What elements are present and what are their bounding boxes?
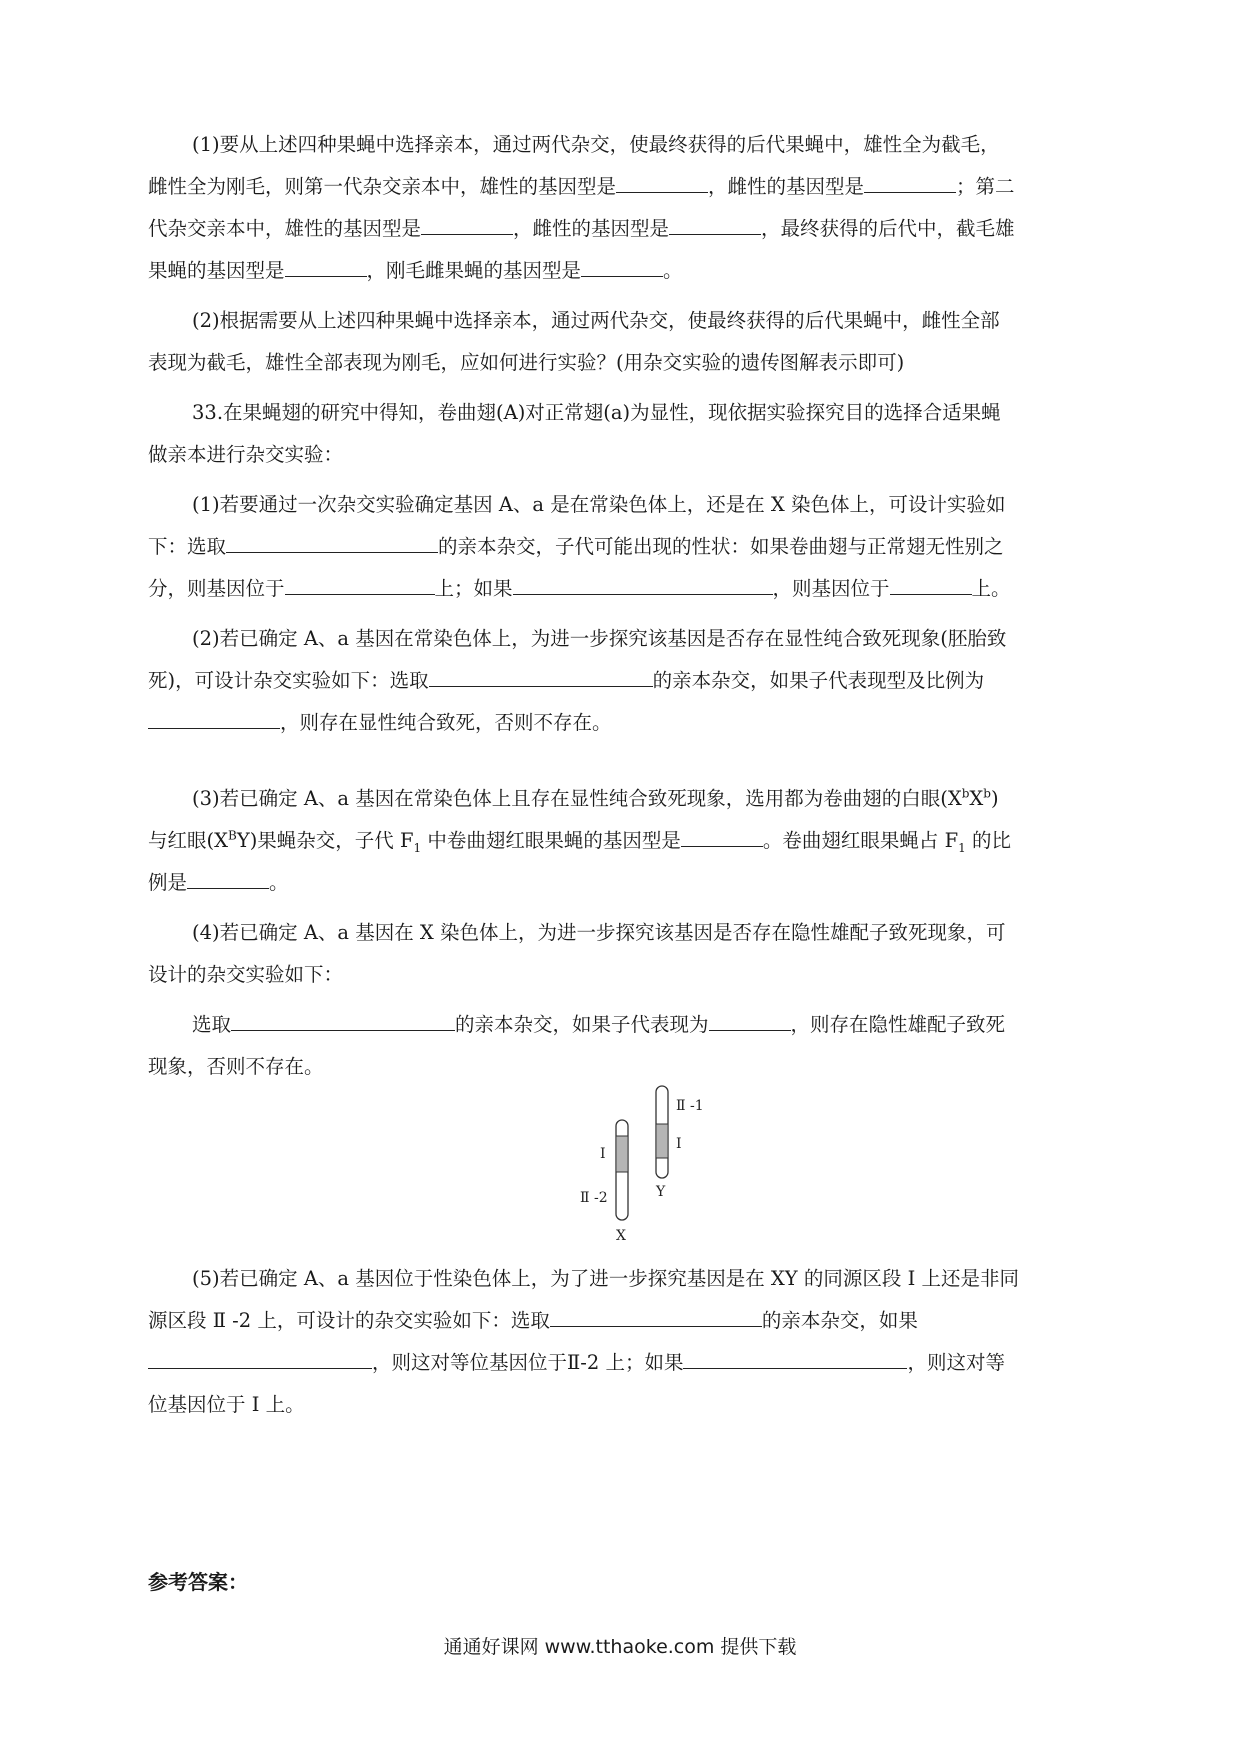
answer-blank[interactable] [148, 706, 280, 729]
sub-question-4-line-3: 选取 的亲本杂交，如果子代表现为 ，则存在隐性雄配子致死 [148, 1004, 1098, 1046]
sub-question-5-line-2: 源区段 Ⅱ -2 上，可设计的杂交实验如下：选取 的亲本杂交，如果 [148, 1300, 1098, 1342]
answer-blank[interactable] [669, 212, 761, 235]
sub-question-5-line-3: ，则这对等位基因位于Ⅱ-2 上；如果 ，则这对等 [148, 1342, 1098, 1384]
xy-chromosome-diagram [580, 1078, 720, 1248]
label-ii-2: Ⅱ -2 [580, 1190, 608, 1206]
sub-question-1-line-3: 分，则基因位于 上；如果 ，则基因位于 上。 [148, 568, 1098, 610]
x-homologous-segment [617, 1136, 627, 1172]
sub-question-2-line-1: (2)若已确定 A、a 基因在常染色体上，为进一步探究该基因是否存在显性纯合致死现象(胚胎致 [192, 627, 1007, 650]
answer-blank[interactable] [683, 1346, 907, 1369]
sub-question-3-line-3: 例是 。 [148, 862, 1098, 904]
y-homologous-segment [657, 1124, 667, 1158]
sub-question-5-line-4: 位基因位于 I 上。 [148, 1393, 305, 1416]
question-1-line-4: 果蝇的基因型是 ，刚毛雌果蝇的基因型是 。 [148, 250, 1098, 292]
answer-blank[interactable] [513, 572, 773, 595]
question-2-line-1: (2)根据需要从上述四种果蝇中选择亲本，通过两代杂交，使最终获得的后代果蝇中，雌性全部 [192, 309, 1000, 332]
answer-blank[interactable] [429, 664, 653, 687]
label-y: Y [656, 1184, 666, 1200]
label-i-x: Ⅰ [600, 1146, 606, 1162]
answer-heading: 参考答案： [148, 1570, 248, 1594]
answer-blank[interactable] [890, 572, 972, 595]
label-i-y: Ⅰ [676, 1136, 682, 1152]
sub-question-3-line-1: (3)若已确定 A、a 基因在常染色体上且存在显性纯合致死现象，选用都为卷曲翅的白眼$(X^bX^b)$ [192, 786, 999, 810]
label-x: X [616, 1228, 626, 1244]
answer-blank[interactable] [187, 866, 269, 889]
sub-question-4-line-2: 设计的杂交实验如下： [148, 963, 344, 986]
answer-blank[interactable] [864, 170, 956, 193]
answer-blank[interactable] [709, 1008, 791, 1031]
question-1-line-1: (1)要从上述四种果蝇中选择亲本，通过两代杂交，使最终获得的后代果蝇中，雄性全为截毛， [192, 133, 1000, 156]
answer-blank[interactable] [231, 1008, 455, 1031]
question-1-line-2: 雌性全为刚毛，则第一代杂交亲本中，雄性的基因型是 ，雌性的基因型是 ；第二 [148, 166, 1098, 208]
answer-blank[interactable] [148, 1346, 372, 1369]
sub-question-2-line-2: 死)，可设计杂交实验如下：选取 的亲本杂交，如果子代表现型及比例为 [148, 660, 1098, 702]
sub-question-4-line-1: (4)若已确定 A、a 基因在 X 染色体上，为进一步探究该基因是否存在隐性雄配子致死现象，可 [192, 921, 1006, 944]
sub-question-1-line-2: 下：选取 的亲本杂交，子代可能出现的性状：如果卷曲翅与正常翅无性别之 [148, 526, 1098, 568]
answer-blank[interactable] [421, 212, 513, 235]
answer-blank[interactable] [285, 572, 435, 595]
question-1-line-3: 代杂交亲本中，雄性的基因型是 ，雌性的基因型是 ，最终获得的后代中，截毛雄 [148, 208, 1098, 250]
question-33-line-2: 做亲本进行杂交实验： [148, 443, 344, 466]
question-2-line-2: 表现为截毛，雄性全部表现为刚毛，应如何进行实验？(用杂交实验的遗传图解表示即可) [148, 351, 905, 374]
sub-question-4-line-4: 现象，否则不存在。 [148, 1055, 324, 1078]
sub-question-3-line-2: 与红眼$(X^BY)$果蝇杂交，子代 $F_1$ 中卷曲翅红眼果蝇的基因型是 。卷曲翅红眼果蝇占 $F_1$ 的比 [148, 820, 1098, 862]
answer-blank[interactable] [681, 824, 763, 847]
footer: 通通好课网 www.tthaoke.com 提供下载 [443, 1636, 797, 1658]
label-ii-1: Ⅱ -1 [676, 1098, 704, 1114]
sub-question-1-line-1: (1)若要通过一次杂交实验确定基因 A、a 是在常染色体上，还是在 X 染色体上，可设计实验如 [192, 493, 1006, 516]
sub-question-2-line-3: ，则存在显性纯合致死，否则不存在。 [148, 702, 1098, 744]
answer-blank[interactable] [285, 254, 367, 277]
sub-question-5-line-1: (5)若已确定 A、a 基因位于性染色体上，为了进一步探究基因是在 XY 的同源区段 I 上还是非同 [192, 1267, 1019, 1290]
answer-blank[interactable] [581, 254, 663, 277]
answer-blank[interactable] [226, 530, 438, 553]
question-33-line-1: 33.在果蝇翅的研究中得知，卷曲翅(A)对正常翅(a)为显性，现依据实验探究目的选择合适果蝇 [192, 401, 1001, 424]
answer-blank[interactable] [616, 170, 708, 193]
answer-blank[interactable] [550, 1304, 762, 1327]
